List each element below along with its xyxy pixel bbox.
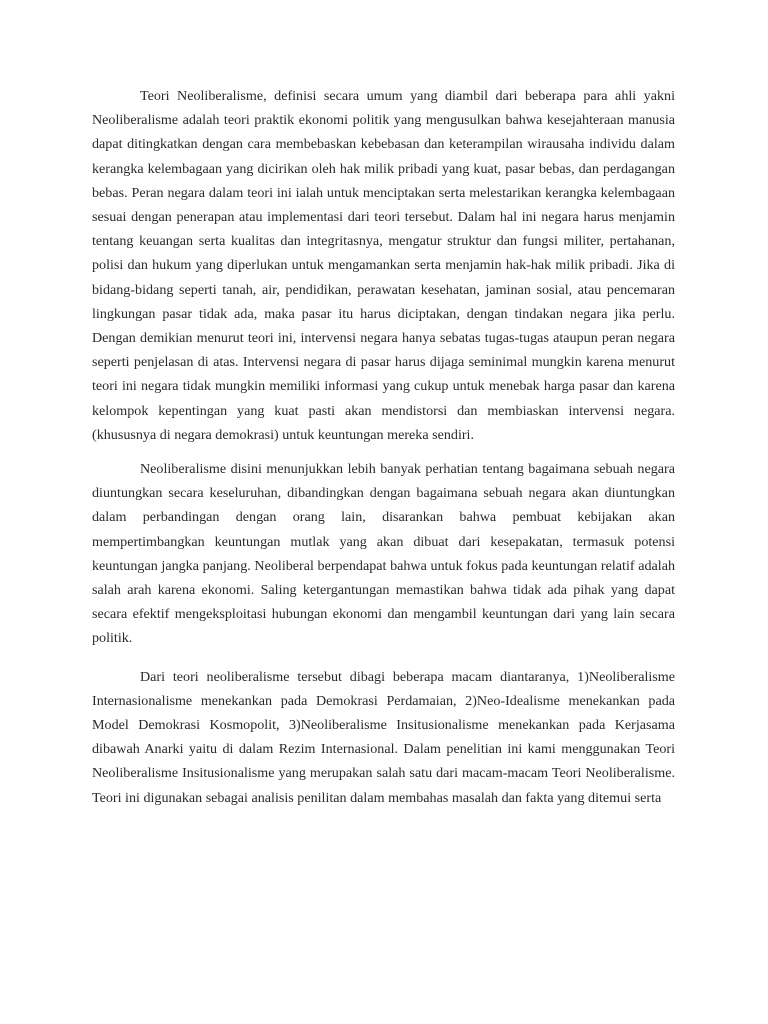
document-body (92, 84, 675, 810)
paragraph-neoliberalism-types: Dari teori neoliberalisme tersebut dibagi beberapa macam diantaranya, 1)Neoliberalisme Internasionalisme menekankan pada Demokrasi Perdamaian, 2)Neo-Idealisme menekankan pada Model Demokrasi Kosmopolit, 3)Neoliberalisme Insitusionalisme menekankan pada Kerjasama dibawah Anarki yaitu di dalam Rezim Internasional. Dalam penelitian ini kami menggunakan Teori Neoliberalisme Insitusionalisme yang merupakan salah satu dari macam-macam Teori Neoliberalisme. Teori ini digunakan sebagai analisis penilitan dalam membahas masalah dan fakta yang ditemui serta (92, 668, 675, 806)
paragraph-neoliberalism-definition: Teori Neoliberalisme, definisi secara umum yang diambil dari beberapa para ahli yakni Neoliberalisme adalah teori praktik ekonomi politik yang mengusulkan bahwa kesejahteraan manusia dapat ditingkatkan dengan cara membebaskan kebebasan dan keterampilan wirausaha individu dalam kerangka kelembagaan yang dicirikan oleh hak milik pribadi yang kuat, pasar bebas, dan perdagangan bebas. Peran negara dalam teori ini ialah untuk menciptakan serta melestarikan kerangka kelembagaan sesuai dengan penerapan atau implementasi dari teori tersebut. Dalam hal ini negara harus menjamin tentang keuangan serta kualitas dan integritasnya, mengatur struktur dan fungsi militer, pertahanan, polisi dan hukum yang diperlukan untuk mengamankan serta menjamin hak-hak milik pribadi. Jika di bidang-bidang seperti tanah, air, pendidikan, perawatan kesehatan, jaminan sosial, atau pencemaran lingkungan pasar tidak ada, maka pasar itu harus diciptakan, dengan tindakan negara jika perlu. Dengan demikian menurut teori ini, intervensi negara hanya sebatas tugas-tugas ataupun peran negara seperti penjelasan di atas. Intervensi negara di pasar harus dijaga seminimal mungkin karena menurut teori ini negara tidak mungkin memiliki informasi yang cukup untuk menebak harga pasar dan karena kelompok kepentingan yang kuat pasti akan mendistorsi dan membiaskan intervensi negara. (khususnya di negara demokrasi) untuk keuntungan mereka sendiri. (92, 88, 675, 443)
paragraph-absolute-gains: Neoliberalisme disini menunjukkan lebih banyak perhatian tentang bagaimana sebuah negara diuntungkan secara keseluruhan, dibandingkan dengan bagaimana sebuah negara akan diuntungkan dalam perbandingan dengan orang lain, disarankan bahwa pembuat kebijakan akan mempertimbangkan keuntungan mutlak yang akan dibuat dari kesepakatan, termasuk potensi keuntungan jangka panjang. Neoliberal berpendapat bahwa untuk fokus pada keuntungan relatif adalah salah arah karena ekonomi. Saling ketergantungan memastikan bahwa tidak ada pihak yang dapat secara efektif mengeksploitasi hubungan ekonomi dan mengambil keuntungan dari yang lain secara politik. (92, 461, 675, 647)
